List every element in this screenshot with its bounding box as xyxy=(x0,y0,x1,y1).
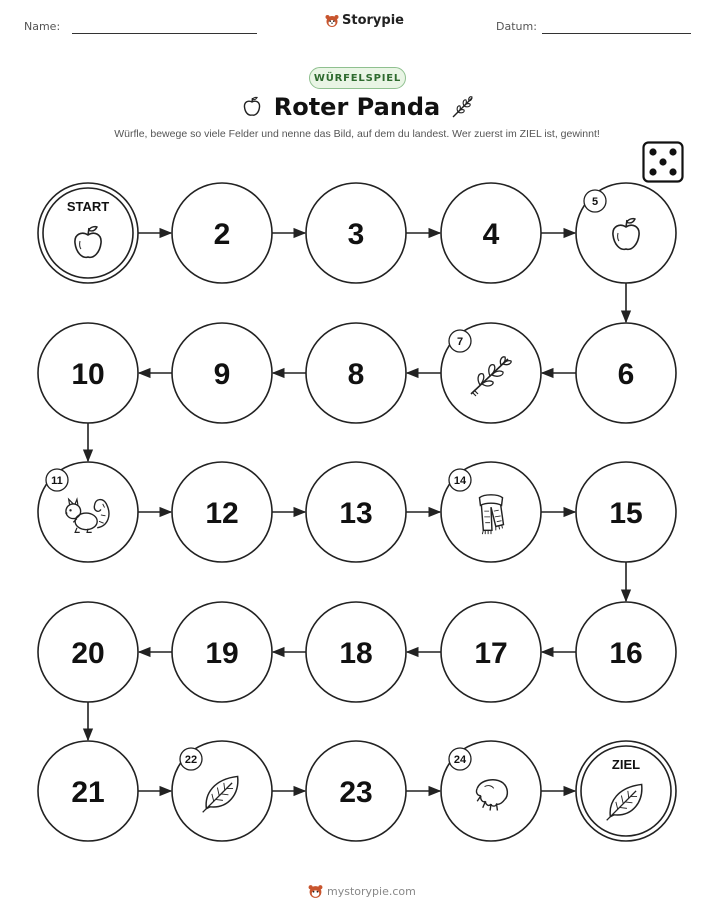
board-space-18[interactable] xyxy=(306,602,406,702)
page-title: Roter Panda xyxy=(273,93,441,121)
board-space-17[interactable] xyxy=(441,602,541,702)
start-space[interactable] xyxy=(38,183,138,283)
space-number: 9 xyxy=(213,358,231,391)
board-space-16[interactable] xyxy=(576,602,676,702)
space-number-badge-label: 7 xyxy=(456,336,464,348)
space-number: 15 xyxy=(609,497,643,530)
board-space-5[interactable] xyxy=(576,183,676,283)
board-space-9[interactable] xyxy=(172,323,272,423)
date-label: Datum: xyxy=(496,20,537,33)
red-panda-logo-icon xyxy=(308,884,323,899)
board-space-10[interactable] xyxy=(38,323,138,423)
name-label: Name: xyxy=(24,20,61,33)
space-number-badge-label: 22 xyxy=(184,754,198,766)
space-number: 23 xyxy=(339,776,373,809)
space-number: 4 xyxy=(482,218,500,251)
board-space-7[interactable] xyxy=(441,323,541,423)
game-type-badge: WÜRFELSPIEL xyxy=(309,67,406,89)
board-space-3[interactable] xyxy=(306,183,406,283)
board-space-15[interactable] xyxy=(576,462,676,562)
space-number: 13 xyxy=(339,497,373,530)
space-number: 3 xyxy=(347,218,365,251)
board-space-8[interactable] xyxy=(306,323,406,423)
brand-name: Storypie xyxy=(342,13,404,28)
space-number-badge-label: 11 xyxy=(51,475,63,487)
space-number-badge-label: 24 xyxy=(453,754,467,766)
board-space-24[interactable] xyxy=(441,741,541,841)
footer-url[interactable]: mystorypie.com xyxy=(327,885,416,898)
space-number: 18 xyxy=(339,637,373,670)
goal-space[interactable] xyxy=(576,741,676,841)
start-label: START xyxy=(66,199,110,214)
board-space-19[interactable] xyxy=(172,602,272,702)
board-space-20[interactable] xyxy=(38,602,138,702)
board-space-14[interactable] xyxy=(441,462,541,562)
board-space-2[interactable] xyxy=(172,183,272,283)
goal-label: ZIEL xyxy=(611,757,641,772)
board-space-4[interactable] xyxy=(441,183,541,283)
space-number: 20 xyxy=(71,637,105,670)
space-number: 6 xyxy=(617,358,635,391)
space-circle xyxy=(576,741,676,841)
space-number: 8 xyxy=(347,358,365,391)
board-space-22[interactable] xyxy=(172,741,272,841)
space-number: 21 xyxy=(71,776,105,809)
space-number: 10 xyxy=(71,358,105,391)
space-number: 19 xyxy=(205,637,239,670)
board-space-6[interactable] xyxy=(576,323,676,423)
board-space-23[interactable] xyxy=(306,741,406,841)
space-number: 17 xyxy=(474,637,508,670)
space-number-badge-label: 5 xyxy=(591,196,599,208)
board-space-21[interactable] xyxy=(38,741,138,841)
footer xyxy=(308,884,416,899)
board-space-12[interactable] xyxy=(172,462,272,562)
space-number: 16 xyxy=(609,637,643,670)
space-number: 2 xyxy=(213,218,231,251)
board-space-11[interactable] xyxy=(38,462,138,562)
board-space-13[interactable] xyxy=(306,462,406,562)
space-number-badge-label: 14 xyxy=(453,475,467,487)
space-number: 12 xyxy=(205,497,239,530)
instructions: Würfle, bewege so viele Felder und nenne das Bild, auf dem du landest. Wer zuerst im ZIEL ist, gewinnt! xyxy=(114,128,600,140)
